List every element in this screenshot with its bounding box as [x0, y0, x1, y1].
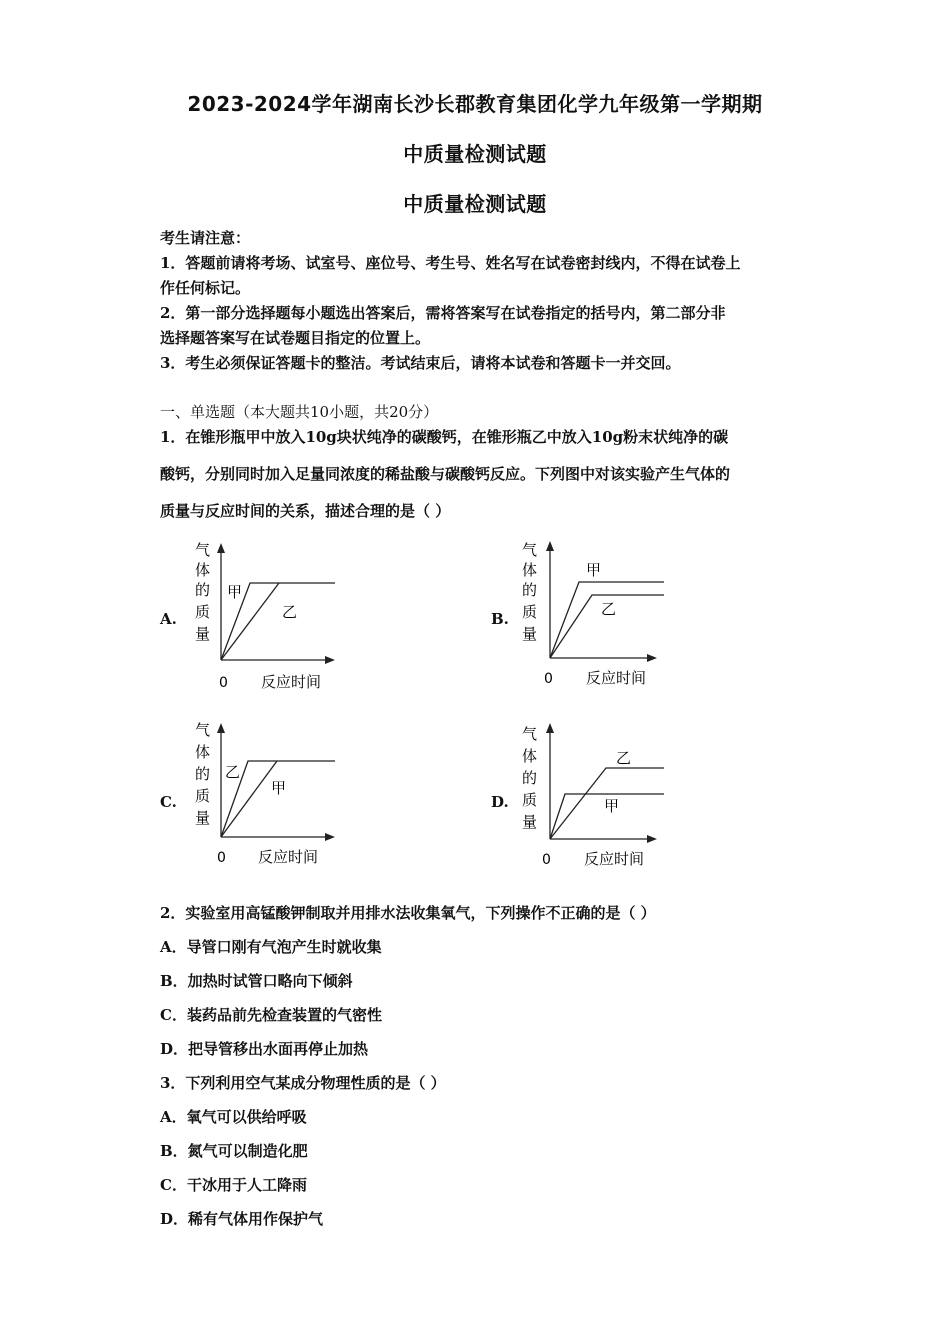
- y-axis-arrow: [217, 543, 225, 553]
- y-axis-label-char: 量: [195, 809, 211, 827]
- y-axis-label-char: 质: [195, 787, 211, 805]
- curve-label: 甲: [604, 797, 620, 815]
- q3-stem: 3．下列利用空气某成分物理性质的是（ ）: [160, 1074, 446, 1092]
- curve-label: 乙: [601, 600, 617, 618]
- curve-label: 甲: [586, 561, 602, 579]
- curve-label: 甲: [271, 779, 287, 797]
- y-axis-arrow: [546, 541, 554, 551]
- y-axis-label-char: 量: [522, 813, 538, 831]
- q3-option-d[interactable]: D．稀有气体用作保护气: [160, 1210, 324, 1228]
- origin-label: 0: [219, 675, 228, 691]
- y-axis-label-char: 气: [195, 541, 211, 559]
- notice-line: 选择题答案写在试卷题目指定的位置上。: [160, 329, 431, 347]
- x-axis-label: 反应时间: [584, 850, 645, 868]
- q1-option-a-label[interactable]: A.: [160, 610, 177, 628]
- curve-label: 乙: [225, 763, 241, 781]
- notice-line: 2．第一部分选择题每小题选出答案后，需将答案写在试卷指定的括号内，第二部分非: [160, 304, 726, 322]
- exam-title-line3: 中质量检测试题: [403, 192, 547, 216]
- x-axis-label: 反应时间: [258, 848, 319, 866]
- y-axis-label-char: 质: [195, 603, 211, 621]
- y-axis-label-char: 气: [195, 721, 211, 739]
- curve-label: 甲: [227, 583, 243, 601]
- y-axis-arrow: [217, 723, 225, 733]
- curve-jia: [550, 582, 664, 658]
- y-axis-label-char: 气: [522, 541, 538, 559]
- q3-option-c[interactable]: C．干冰用于人工降雨: [160, 1176, 307, 1194]
- x-axis-arrow: [647, 654, 657, 662]
- x-axis-arrow: [647, 835, 657, 843]
- q2-option-c[interactable]: C．装药品前先检查装置的气密性: [160, 1006, 382, 1024]
- q1-stem-line: 酸钙，分别同时加入足量同浓度的稀盐酸与碳酸钙反应。下列图中对该实验产生气体的: [160, 465, 731, 483]
- notice-line: 3．考生必须保证答题卡的整洁。考试结束后，请将本试卷和答题卡一并交回。: [160, 354, 681, 372]
- q1-option-b-label[interactable]: B.: [491, 610, 509, 628]
- origin-label: 0: [542, 852, 551, 868]
- x-axis-arrow: [325, 833, 335, 841]
- q1-option-c-label[interactable]: C.: [160, 793, 177, 811]
- y-axis-label-char: 量: [522, 625, 538, 643]
- curve-label: 乙: [282, 603, 298, 621]
- exam-title-line2: 中质量检测试题: [403, 142, 547, 166]
- q1-graph-c: [185, 715, 345, 875]
- x-axis-label: 反应时间: [586, 669, 647, 687]
- q2-stem: 2．实验室用高锰酸钾制取并用排水法收集氧气，下列操作不正确的是（ ）: [160, 904, 656, 922]
- y-axis-label-char: 体: [522, 561, 538, 579]
- x-axis-label: 反应时间: [261, 673, 322, 691]
- q2-option-d[interactable]: D．把导管移出水面再停止加热: [160, 1040, 369, 1058]
- y-axis-label-char: 气: [522, 725, 538, 743]
- y-axis-label-char: 体: [195, 561, 211, 579]
- y-axis-label-char: 体: [522, 747, 538, 765]
- q1-stem-line: 质量与反应时间的关系，描述合理的是（ ）: [160, 502, 451, 520]
- y-axis-label-char: 体: [195, 743, 211, 761]
- y-axis-label-char: 质: [522, 791, 538, 809]
- notice-line: 1．答题前请将考场、试室号、座位号、考生号、姓名写在试卷密封线内，不得在试卷上: [160, 254, 741, 272]
- y-axis-arrow: [546, 723, 554, 733]
- section-heading: 一、单选题（本大题共10小题，共20分）: [160, 403, 439, 421]
- exam-title-line1: 2023-2024学年湖南长沙长郡教育集团化学九年级第一学期期: [187, 92, 763, 116]
- q3-option-a[interactable]: A．氧气可以供给呼吸: [160, 1108, 307, 1126]
- notice-line: 作任何标记。: [160, 279, 251, 297]
- q1-stem-line: 1．在锥形瓶甲中放入10g块状纯净的碳酸钙，在锥形瓶乙中放入10g粉末状纯净的碳: [160, 428, 729, 446]
- q2-option-b[interactable]: B．加热时试管口略向下倾斜: [160, 972, 353, 990]
- curve-label: 乙: [616, 749, 632, 767]
- y-axis-label-char: 的: [522, 581, 538, 599]
- origin-label: 0: [217, 850, 226, 866]
- y-axis-label-char: 的: [522, 769, 538, 787]
- q2-option-a[interactable]: A．导管口刚有气泡产生时就收集: [160, 938, 382, 956]
- q1-graph-d: [512, 715, 672, 875]
- q1-graph-b: [512, 535, 672, 695]
- notice-heading: 考生请注意：: [160, 229, 251, 247]
- y-axis-label-char: 的: [195, 765, 211, 783]
- q1-graph-a: [185, 535, 345, 695]
- y-axis-label-char: 量: [195, 625, 211, 643]
- x-axis-arrow: [325, 656, 335, 664]
- y-axis-label-char: 的: [195, 581, 211, 599]
- y-axis-label-char: 质: [522, 603, 538, 621]
- q3-option-b[interactable]: B．氮气可以制造化肥: [160, 1142, 308, 1160]
- q1-option-d-label[interactable]: D.: [491, 793, 509, 811]
- origin-label: 0: [544, 671, 553, 687]
